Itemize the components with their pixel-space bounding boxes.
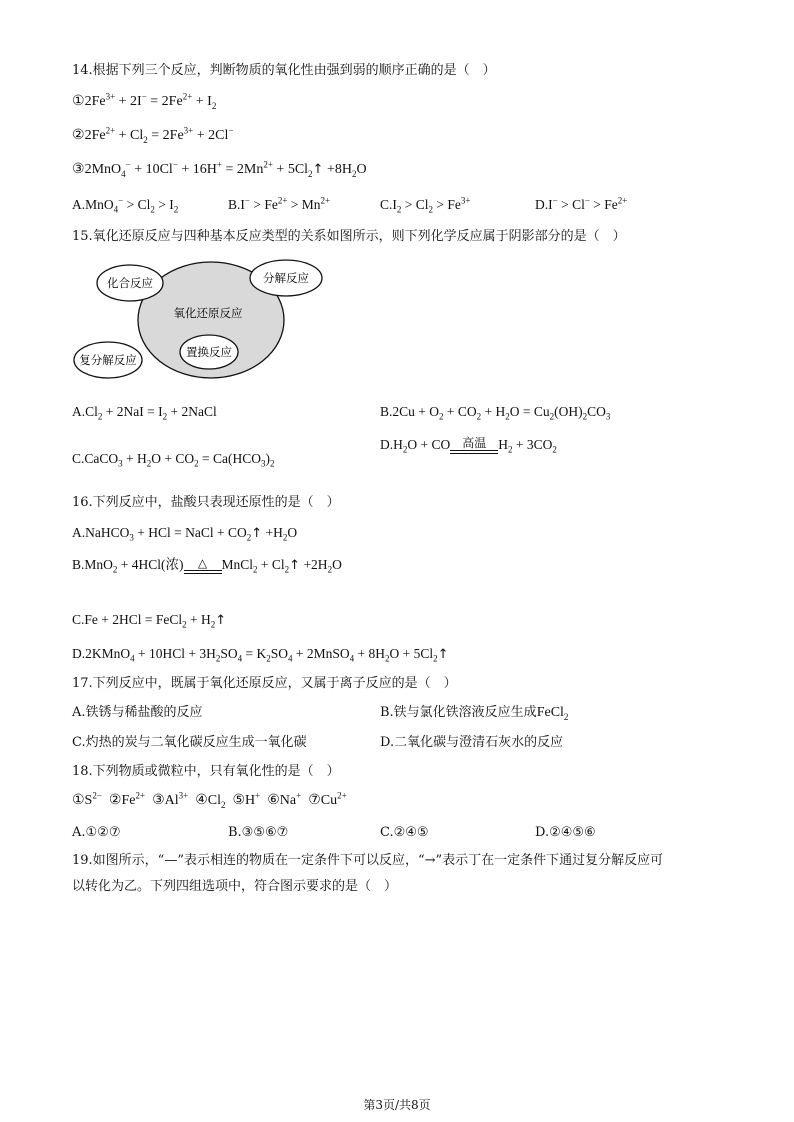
q18-option-a[interactable]: A.①②⑦	[72, 825, 121, 840]
q14-reaction-3: ③2MnO$_4$− + $10Cl^- + 16H^+ = 2Mn^{2+}$ + $5Cl_2↑ +8H_2O$	[72, 159, 367, 179]
q18-option-c[interactable]: C.②④⑤	[380, 825, 429, 840]
q15-option-b[interactable]: $B.2Cu + O_2 + CO_2 + H_2O = Cu_2(OH)_2CO_3$	[380, 404, 611, 422]
page-footer: 第3页/共8页	[363, 1098, 431, 1112]
q17-option-b[interactable]: B.铁与氯化铁溶液反应生成FeCl$_2$	[380, 705, 569, 722]
q18-species-list: $①S^{2-}$ $②Fe^{2+}$ $③Al^{3+}$ $④Cl_2$ ⑤H+ ⑥Na+ $⑦Cu^{2+}$	[72, 790, 347, 810]
q18-option-d[interactable]: D.②④⑤⑥	[535, 825, 596, 840]
double-decomposition-label: 复分解反应	[79, 353, 137, 367]
q14-stem: 14.根据下列三个反应，判断物质的氧化性由强到弱的顺序正确的是（ ）	[72, 63, 496, 78]
displacement-label: 置换反应	[186, 345, 232, 359]
q16-option-a[interactable]: A.NaHCO$_3$ + HCl = NaCl + $CO_2↑ +H_2O$	[72, 525, 298, 543]
redox-label: 氧化还原反应	[173, 306, 243, 320]
q14-reaction-1-number: ①	[72, 94, 85, 109]
q17-option-a[interactable]: A.铁锈与稀盐酸的反应	[72, 705, 203, 720]
q16-option-b[interactable]: B.MnO$_2$ + 4HCl(浓) △ MnCl$_2$ + $Cl_2↑ +2H_2O$	[72, 556, 342, 575]
q15-option-d[interactable]: $D.H_2O$ + CO 高温 $H_2 + 3CO_2$	[380, 436, 557, 455]
q16-option-c[interactable]: C.Fe + 2HCl = FeCl$_2$ + $H_2↑$	[72, 612, 227, 630]
q18-option-b[interactable]: B.③⑤⑥⑦	[228, 825, 289, 840]
q15-stem: 15.氧化还原反应与四种基本反应类型的关系如图所示，则下列化学反应属于阴影部分的是（ ）	[72, 229, 626, 244]
q19-stem-line-1: 19.如图所示，“—”表示相连的物质在一定条件下可以反应，“→”表示丁在一定条件下通过复分解反应可	[72, 853, 664, 868]
q17-option-c[interactable]: C.灼热的炭与二氧化碳反应生成一氧化碳	[72, 735, 307, 750]
q15-option-a[interactable]: $A.Cl_2 + 2NaI = I_2$ + 2NaCl	[72, 404, 217, 422]
q18-stem: 18.下列物质或微粒中，只有氧化性的是（ ）	[72, 764, 340, 779]
q16-stem: 16.下列反应中，盐酸只表现还原性的是（ ）	[72, 495, 340, 510]
heat-condition: △	[184, 557, 222, 574]
q14-option-a[interactable]: $A.MnO_4^- > Cl_2 > I_2$	[72, 195, 179, 215]
q14-reaction-1: $①2Fe^{3+} + 2I^- = 2Fe^{2+} + I_2$	[72, 91, 217, 111]
q17-stem: 17.下列反应中，既属于氧化还原反应，又属于离子反应的是（ ）	[72, 676, 457, 691]
q14-reaction-3-number: ③	[72, 162, 85, 177]
q15-venn-diagram	[70, 258, 330, 386]
decomposition-label: 分解反应	[263, 271, 309, 285]
q15-option-c[interactable]: C.CaCO$_3$ + $H_2O + CO_2 = Ca(HCO_3)_2$	[72, 451, 275, 469]
q14-option-b[interactable]: $B.I^- > Fe^{2+} > Mn^{2+}$	[228, 195, 331, 212]
q19-stem-line-2: 以转化为乙。下列四组选项中，符合图示要求的是（ ）	[72, 879, 398, 894]
combination-label: 化合反应	[107, 276, 153, 290]
q16-option-d[interactable]: D.2KMnO$_4$ + $10HCl + 3H_2SO_4 = K_2SO_4$ + 2MnSO$_4$ + $8H_2O$ + $5Cl_2↑$	[72, 646, 449, 664]
high-temp-condition: 高温	[450, 437, 498, 454]
q14-reaction-2: $②2Fe^{2+} + Cl_2 = 2Fe^{3+} + 2Cl^-$	[72, 125, 234, 145]
q14-reaction-2-number: ②	[72, 128, 85, 143]
q17-option-d[interactable]: D.二氧化碳与澄清石灰水的反应	[380, 735, 564, 750]
q14-option-c[interactable]: $C.I_2 > Cl_2 > Fe^{3+}$	[380, 195, 471, 215]
q14-option-d[interactable]: $D.I^- > Cl^- > Fe^{2+}$	[535, 195, 628, 212]
